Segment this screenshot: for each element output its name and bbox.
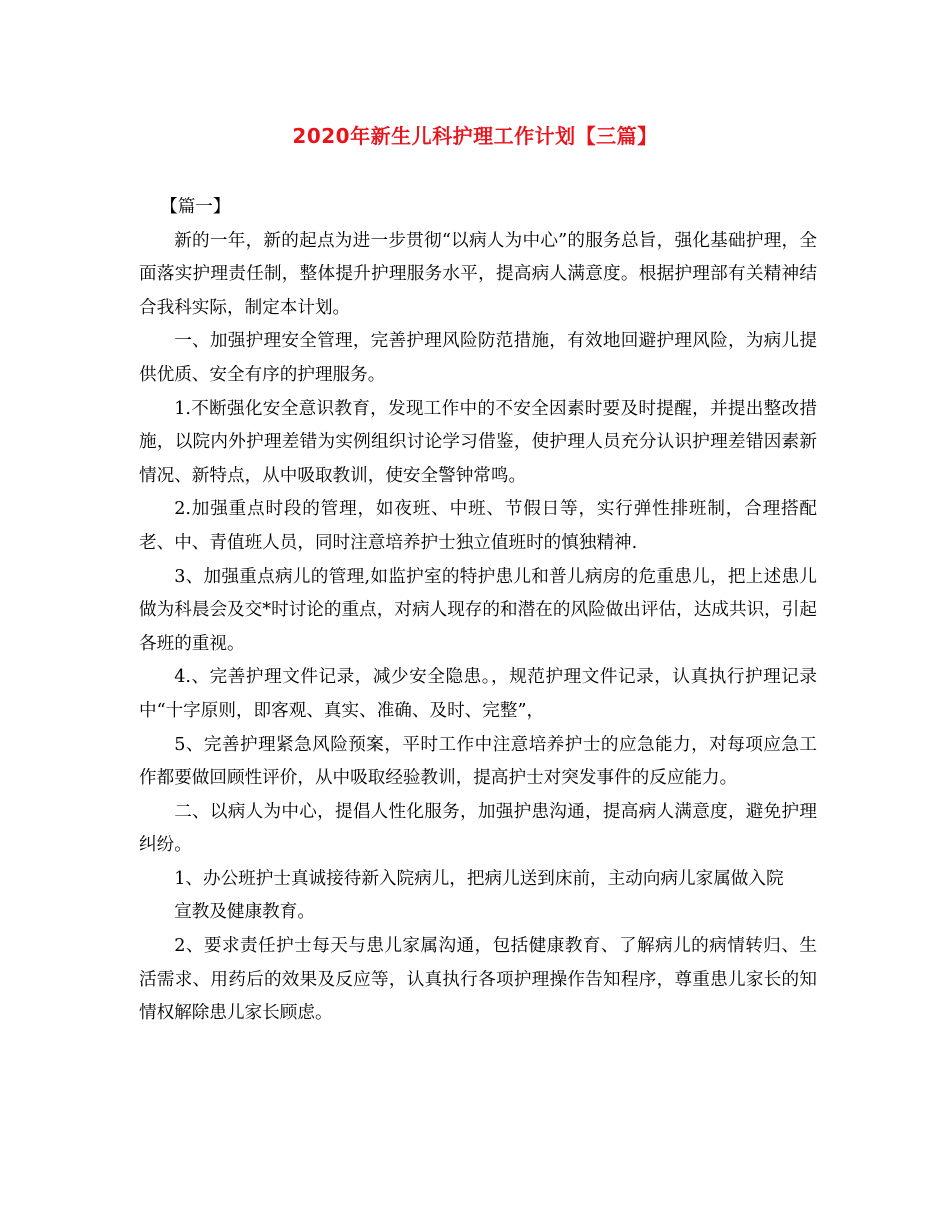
section-heading: 【篇一】 — [160, 197, 231, 217]
paragraph-intro: 新的一年，新的起点为进一步贯彻“以病人为中心”的服务总旨，强化基础护理，全面落实护理责任制，整体提升护理服务水平，提高病人满意度。根据护理部有关精神结合我科实际，制定本计划。 — [139, 230, 817, 318]
paragraph-item-2-2: 2、要求责任护士每天与患儿家属沟通，包括健康教育、了解病儿的病情转归、生活需求、用药后的效果及反应等，认真执行各项护理操作告知程序，尊重患儿家长的知情权解除患儿家长顾虑。 — [139, 936, 817, 1024]
document-body — [139, 191, 817, 1031]
document-title: 2020年新生儿科护理工作计划【三篇】 — [292, 124, 658, 148]
paragraph-item-2-1-continued: 宣教及健康教育。 — [174, 902, 315, 923]
paragraph-item-2: 2.加强重点时段的管理，如夜班、中班、节假日等，实行弹性排班制，合理搭配老、中、青值班人员，同时注意培养护士独立值班时的慎独精神. — [139, 499, 817, 553]
paragraph-section-two: 二、以病人为中心，提倡人性化服务，加强护患沟通，提高病人满意度，避免护理纠纷。 — [139, 801, 817, 856]
paragraph-item-3: 3、加强重点病儿的管理,如监护室的特护患儿和普儿病房的危重患儿，把上述患儿做为科晨会及交*时讨论的重点，对病人现存的和潜在的风险做出评估，达成共识，引起各班的重视。 — [139, 566, 817, 654]
paragraph-section-one: 一、加强护理安全管理，完善护理风险防范措施，有效地回避护理风险，为病儿提供优质、安全有序的护理服务。 — [139, 331, 817, 385]
paragraph-item-4: 4.、完善护理文件记录，减少安全隐患。，规范护理文件记录，认真执行护理记录中“十字原则，即客观、真实、准确、及时、完整”， — [139, 667, 817, 721]
paragraph-item-5: 5、完善护理紧急风险预案，平时工作中注意培养护士的应急能力，对每项应急工作都要做回顾性评价，从中吸取经验教训，提高护士对突发事件的反应能力。 — [139, 734, 817, 789]
paragraph-item-1: 1.不断强化安全意识教育，发现工作中的不安全因素时要及时提醒，并提出整改措施，以院内外护理差错为实例组织讨论学习借鉴，使护理人员充分认识护理差错因素新情况、新特点，从中吸取教训，使安全警钟常鸣。 — [139, 398, 817, 486]
paragraph-item-2-1: 1、办公班护士真诚接待新入院病儿，把病儿送到床前，主动向病儿家属做入院 — [174, 868, 784, 889]
